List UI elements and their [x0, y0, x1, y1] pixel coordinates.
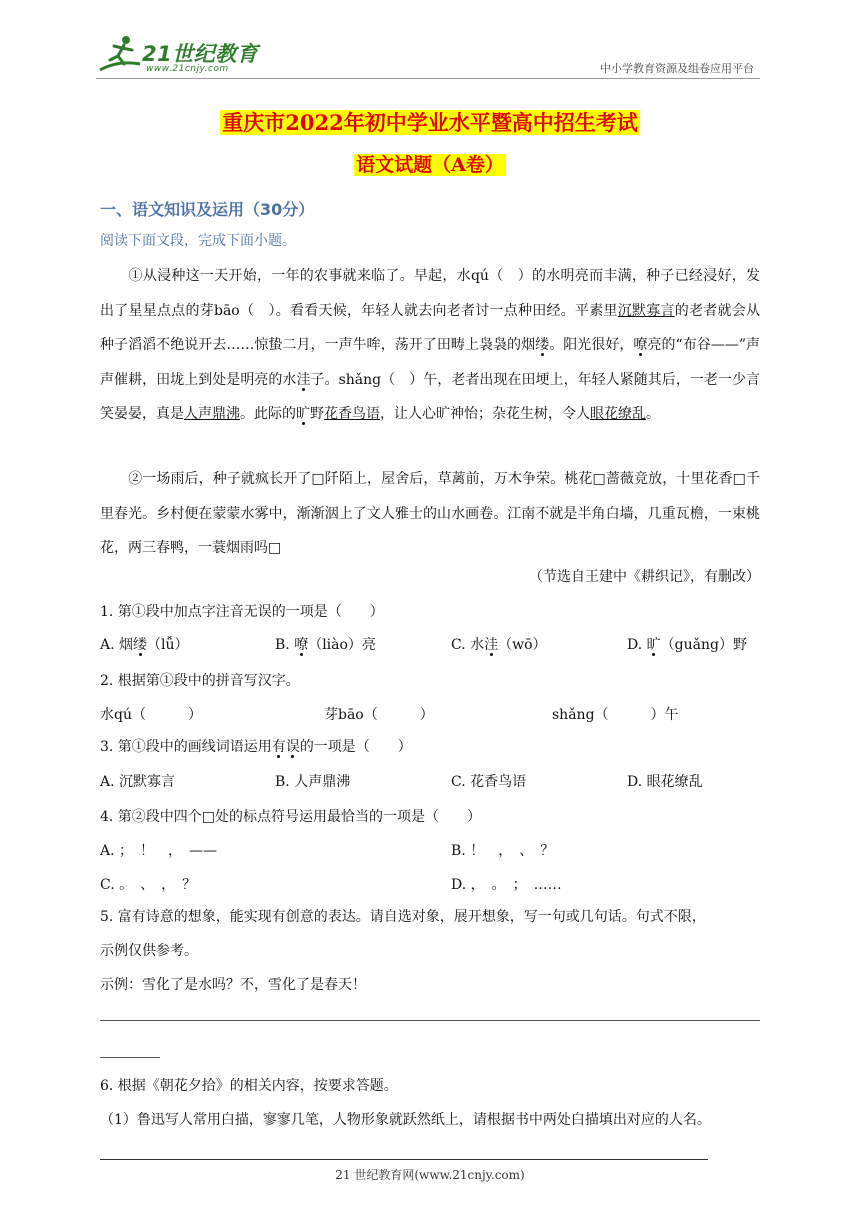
question-4-stem: 4. 第②段中四个□处的标点符号运用最恰当的一项是（ ）: [100, 809, 482, 825]
page-header: [96, 34, 760, 78]
text-run: （guǎng）野: [660, 637, 747, 653]
text-run: B.: [275, 637, 295, 653]
text-run: A. 烟: [100, 637, 134, 653]
text-run: 亮的“布谷——”声声催耕，田垅上到处是明亮的水: [100, 337, 761, 388]
q2-blank-2[interactable]: 芽bāo（ ）: [324, 707, 434, 723]
text-run: 子。shǎng（ ）午，老者出现在田埂上，年轻人紧随其后，一老一少言笑晏晏，真是: [100, 371, 761, 422]
underlined-phrase: 沉默寡言: [617, 302, 675, 319]
underlined-phrase: 眼花缭乱: [590, 406, 646, 422]
exam-subtitle-text: 语文试题（A卷）: [356, 154, 504, 176]
logo-url: www.21cnjy.com: [146, 64, 229, 74]
footer-text[interactable]: 21 世纪教育网(www.21cnjy.com): [335, 1168, 525, 1182]
dotted-char: 洼: [484, 637, 499, 653]
underlined-phrase: 人声鼎沸: [184, 406, 240, 422]
question-2-stem: 2. 根据第①段中的拼音写汉字。: [100, 673, 300, 689]
exam-title: [0, 107, 860, 137]
dotted-char: 旷: [646, 637, 661, 653]
passage-paragraph-2: [100, 462, 760, 566]
question-5-stem-cont: 示例仅供参考。: [100, 943, 198, 959]
passage-paragraph-1: [100, 259, 760, 432]
q1-option-c[interactable]: [451, 634, 547, 654]
text-run: D.: [627, 637, 647, 653]
text-run: 。: [646, 406, 660, 422]
dotted-char: 缕: [133, 637, 148, 653]
q2-blank-1[interactable]: 水qú（ ）: [100, 707, 202, 723]
text-run: ②一场雨后，种子就疯长开了□阡陌上，屋舍后，草蓠前，万木争荣。桃花□蔷薇竞放，十里花香□千里春光。乡村便在蒙蒙水雾中，渐渐洇上了文人雅士的山水画卷。江南不就是半角白墙，几重瓦檐，一束桃花，两三春鸭，一蓑烟雨吗□: [100, 471, 760, 556]
section-instruction: 阅读下面文段，完成下面小题。: [100, 233, 296, 249]
q4-option-b[interactable]: B. ！ ， 、 ？: [451, 843, 555, 859]
question-1-stem: 1. 第①段中加点字注音无误的一项是（ ）: [100, 604, 384, 620]
q3-option-d[interactable]: D. 眼花缭乱: [627, 774, 703, 790]
question-6-sub-1: （1）鲁迅写人常用白描，寥寥几笔，人物形象就跃然纸上，请根据书中两处白描填出对应的人名。: [100, 1112, 711, 1128]
dotted-char: 嘹: [633, 337, 648, 353]
logo: [96, 34, 266, 78]
answer-line-short[interactable]: [100, 1057, 160, 1058]
exam-subtitle: [0, 150, 860, 177]
question-6-stem: 6. 根据《朝花夕拾》的相关内容，按要求答题。: [100, 1078, 398, 1094]
dotted-char: 缕: [535, 337, 550, 353]
text-run: 野: [310, 406, 324, 422]
text-run: （lǚ）: [147, 637, 189, 653]
passage-source: （节选自王建中《耕织记》，有删改）: [529, 569, 760, 585]
exam-title-text: 重庆市2022年初中学业水平暨高中招生考试: [222, 110, 638, 135]
q3-option-b[interactable]: B. 人声鼎沸: [275, 774, 351, 790]
question-5-stem: 5. 富有诗意的想象，能实现有创意的表达。请自选对象，展开想象，写一句或几句话。句式不限，: [100, 909, 706, 925]
question-3-stem: [100, 736, 412, 756]
dotted-char: 旷: [296, 406, 310, 422]
underlined-phrase: 花香鸟语: [324, 406, 380, 422]
answer-line[interactable]: [100, 1020, 760, 1021]
question-5-example: 示例：雪化了是水吗？不，雪化了是春天！: [100, 977, 366, 993]
dotted-char: 误: [285, 739, 300, 755]
q4-option-c[interactable]: C. 。 、 ， ？: [100, 877, 197, 893]
dotted-char: 有: [271, 739, 286, 755]
q1-option-b[interactable]: [275, 634, 376, 654]
text-run: （liào）亮: [308, 637, 376, 653]
text-run: ①从浸种这一天开始，一年的农事就来临了。早起，水qú（ ）的水明亮而丰满，种子已经浸好，发出了星星点点的芽bāo（ ）。看看天候，年轻人就去向老者讨一点种田经。平素里: [100, 268, 761, 319]
q4-option-d[interactable]: D. ， 。 ； ……: [451, 877, 562, 893]
dotted-char: 嘹: [294, 637, 309, 653]
text-run: 3. 第①段中的画线词语运用: [100, 739, 272, 755]
q2-blank-3[interactable]: shǎng（ ）午: [552, 707, 679, 723]
platform-name: 中小学教育资源及组卷应用平台: [600, 62, 754, 75]
text-run: 。阳光很好，: [549, 337, 634, 353]
text-run: 。此际的: [240, 406, 296, 422]
q1-option-d[interactable]: [627, 634, 747, 654]
footer-divider: [100, 1159, 708, 1160]
section-heading: 一、语文知识及运用（30分）: [100, 200, 315, 219]
header-divider: [96, 78, 760, 79]
text-run: 的老者就会从种子滔滔不绝说开去……惊蛰二月，一声牛哞，荡开了田畴上袅袅的烟: [100, 302, 760, 353]
q1-option-a[interactable]: [100, 634, 189, 654]
text-run: （wō）: [498, 637, 547, 653]
text-run: C. 水: [451, 637, 485, 653]
runner-icon: [96, 34, 146, 78]
text-run: ，让人心旷神怡；杂花生树，令人: [380, 406, 590, 422]
dotted-char: 洼: [296, 371, 311, 388]
q3-option-a[interactable]: A. 沉默寡言: [100, 774, 176, 790]
q4-option-a[interactable]: A. ； ！ ， ——: [100, 843, 218, 859]
logo-text: 21世纪教育: [142, 42, 259, 66]
text-run: 的一项是（ ）: [299, 739, 412, 755]
q3-option-c[interactable]: C. 花香鸟语: [451, 774, 527, 790]
